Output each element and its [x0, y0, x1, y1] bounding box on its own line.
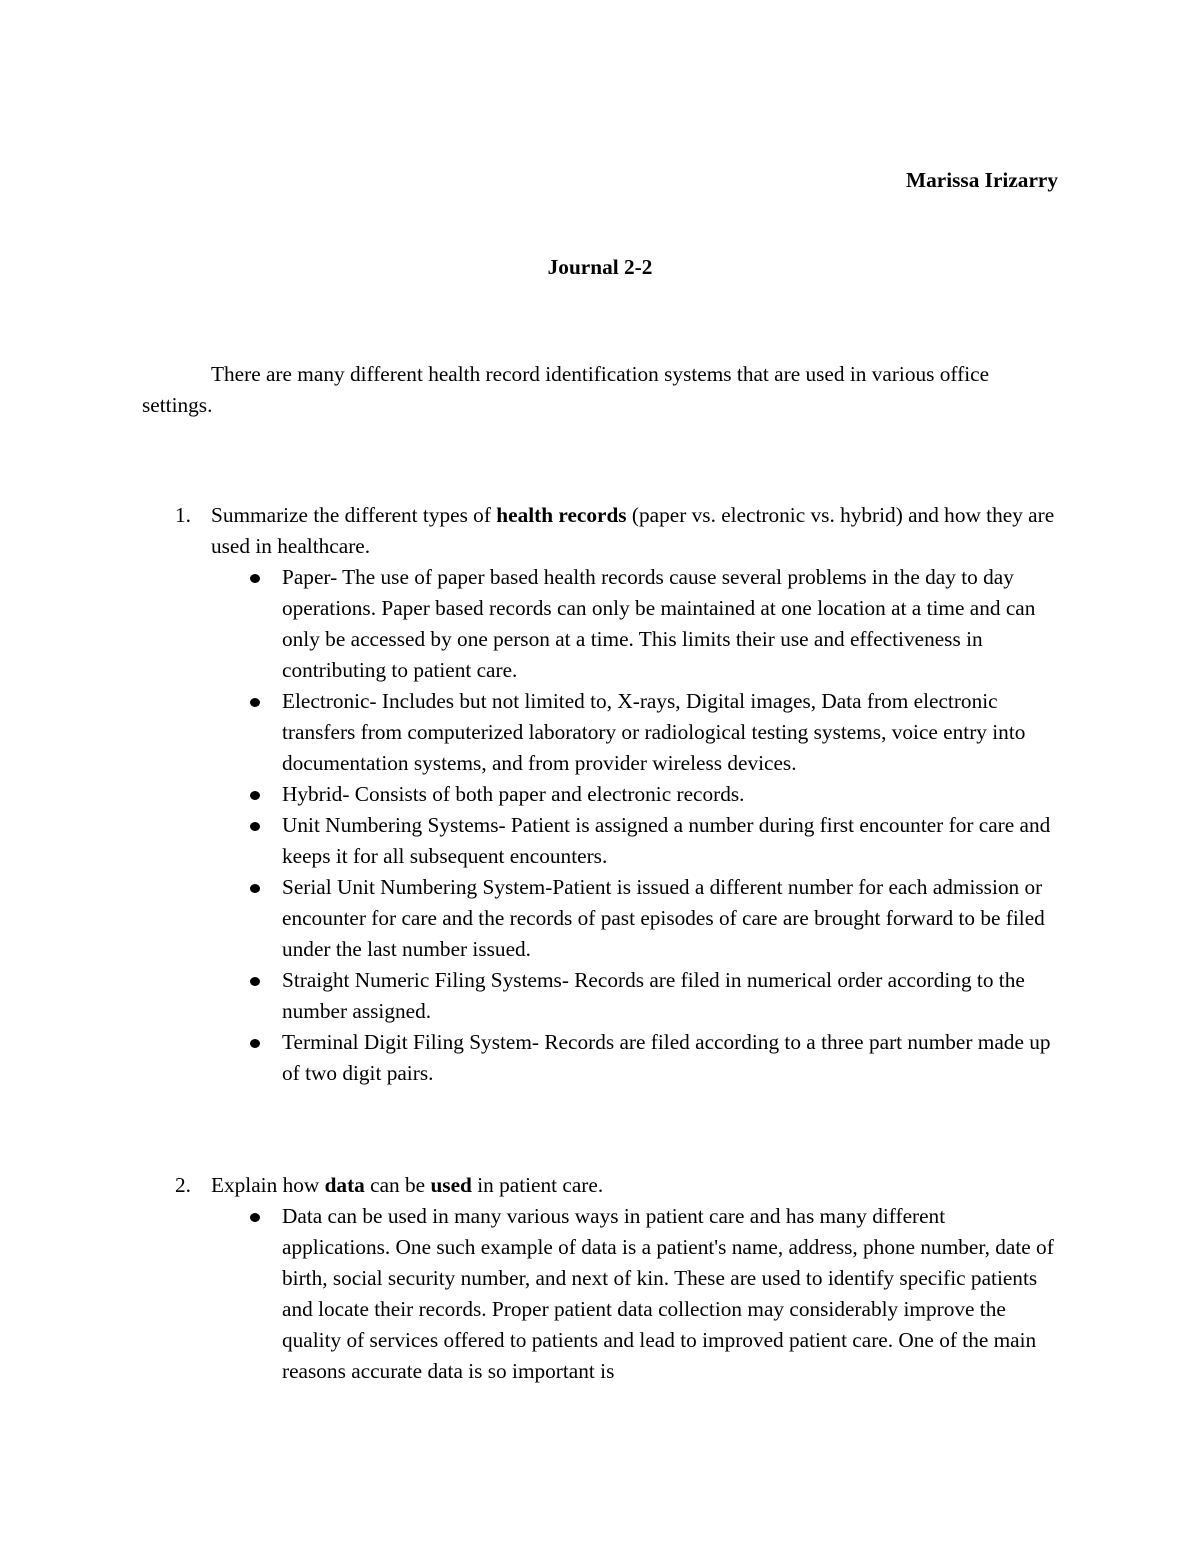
question-text-part: Summarize the different types of	[211, 503, 497, 527]
question-number: 2.	[175, 1173, 191, 1197]
list-item	[282, 1027, 1058, 1089]
list-item	[282, 810, 1058, 872]
list-item-text: Paper- The use of paper based health records cause several problems in the day to day operations. Paper based records can only be maintained at one location at a time and can only be accessed by one person at a time. This limits their use and effectiveness in contributing to patient care.	[282, 565, 1036, 682]
list-item	[282, 872, 1058, 965]
bullet-icon	[250, 884, 260, 893]
intro-paragraph: There are many different health record identification systems that are used in various office settings.	[142, 362, 990, 417]
bullet-icon	[250, 977, 260, 986]
question-text-part: (paper vs. electronic vs. hybrid) and how they are used in healthcare.	[211, 503, 1055, 558]
question-text-part: can be	[364, 1173, 431, 1197]
question-1	[175, 500, 1061, 1089]
question-text-part: in patient care.	[471, 1173, 604, 1197]
list-item	[282, 686, 1058, 779]
question-text	[211, 1170, 1061, 1201]
bullet-icon	[250, 791, 260, 800]
list-item-text: Electronic- Includes but not limited to, X-rays, Digital images, Data from electronic transfers from computerized laboratory or radiological testing systems, voice entry into documentation systems, and from provider wireless devices.	[282, 689, 1026, 775]
bullet-icon	[250, 698, 260, 707]
list-item-text: Data can be used in many various ways in patient care and has many different applications. One such example of data is a patient's name, address, phone number, date of birth, social security number, and next of kin. These are used to identify specific patients and locate their records. Proper patient data collection may considerably improve the quality of services offered to patients and lead to improved patient care. One of the main reasons accurate data is so important is	[282, 1204, 1054, 1383]
list-item-text: Terminal Digit Filing System- Records are filed according to a three part number made up of two digit pairs.	[282, 1030, 1051, 1085]
author-name: Marissa Irizarry	[906, 168, 1058, 192]
list-item	[282, 965, 1058, 1027]
list-item-text: Straight Numeric Filing Systems- Records are filed in numerical order according to the number assigned.	[282, 968, 1025, 1023]
bullet-list	[282, 1201, 1058, 1387]
list-item	[282, 779, 1058, 810]
list-item-text: Serial Unit Numbering System-Patient is issued a different number for each admission or encounter for care and the records of past episodes of care are brought forward to be filed under the last number issued.	[282, 875, 1045, 961]
document-title: Journal 2-2	[547, 255, 653, 279]
question-text-part: Explain how	[211, 1173, 325, 1197]
list-item	[282, 1201, 1058, 1387]
list-item-text: Unit Numbering Systems- Patient is assigned a number during first encounter for care and keeps it for all subsequent encounters.	[282, 813, 1051, 868]
list-item	[282, 562, 1058, 686]
question-emphasis: used	[430, 1173, 472, 1197]
question-2	[175, 1170, 1061, 1387]
list-item-text: Hybrid- Consists of both paper and electronic records.	[282, 782, 745, 806]
bullet-list	[282, 562, 1058, 1089]
question-text	[211, 500, 1061, 562]
bullet-icon	[250, 822, 260, 831]
bullet-icon	[250, 1213, 260, 1222]
question-emphasis: data	[324, 1173, 365, 1197]
bullet-icon	[250, 1039, 260, 1048]
question-emphasis: health records	[496, 503, 627, 527]
bullet-icon	[250, 574, 260, 583]
question-number: 1.	[175, 503, 191, 527]
